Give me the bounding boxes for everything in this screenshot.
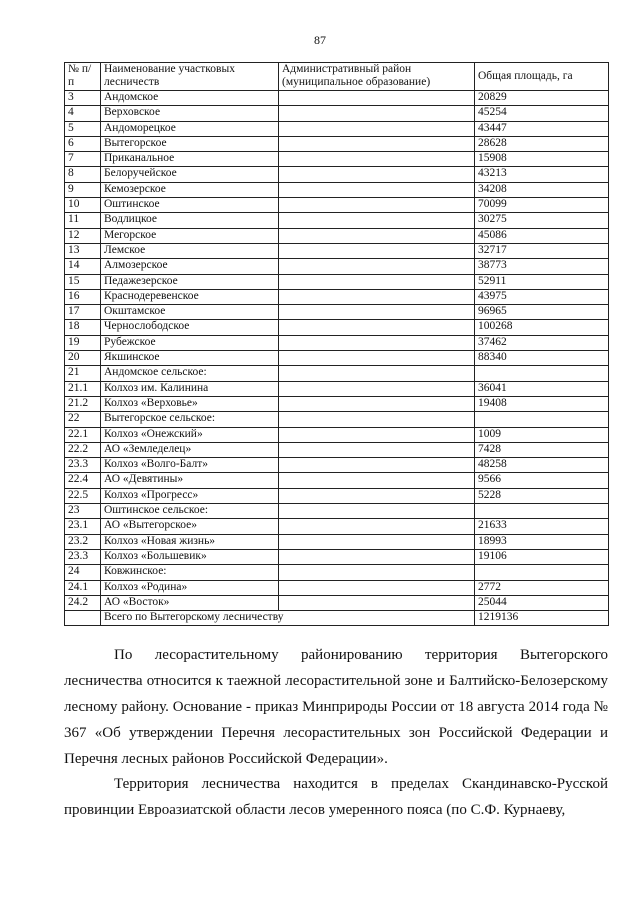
- row-num: 7: [65, 152, 101, 167]
- row-name: Колхоз им. Калинина: [101, 381, 279, 396]
- paragraph-text: По лесорастительному районированию территория Вытегорского лесничества относится к таежной лесорастительной зоне и Балтийско-Белозерскому лесному району. Основание - приказ Минприроды России от 18 августа 2014 года № 367 «Об утверждении Перечня лесорастительных зон Российской Федерации и Перечня лесных районов Российской Федерации».: [64, 647, 608, 767]
- row-num: 20: [65, 351, 101, 366]
- total-label: Всего по Вытегорскому лесничеству: [101, 611, 475, 626]
- row-name: Андоморецкое: [101, 121, 279, 136]
- row-district: [279, 519, 475, 534]
- row-district: [279, 335, 475, 350]
- header-name: Наименование участковых лесничеств: [101, 63, 279, 91]
- table-row: [65, 136, 609, 151]
- forestry-table: [64, 62, 609, 626]
- row-num: 19: [65, 335, 101, 350]
- row-district: [279, 243, 475, 258]
- row-num: 21.1: [65, 381, 101, 396]
- row-name: Краснодеревенское: [101, 289, 279, 304]
- row-name: Колхоз «Новая жизнь»: [101, 534, 279, 549]
- table-row: [65, 243, 609, 258]
- row-num: 8: [65, 167, 101, 182]
- table-row: [65, 335, 609, 350]
- row-name: Колхоз «Прогресс»: [101, 488, 279, 503]
- row-num: 9: [65, 182, 101, 197]
- row-area: 48258: [475, 458, 609, 473]
- total-num-empty: [65, 611, 101, 626]
- row-district: [279, 351, 475, 366]
- row-district: [279, 549, 475, 564]
- row-area: 43975: [475, 289, 609, 304]
- table-row: [65, 152, 609, 167]
- table-row: [65, 106, 609, 121]
- row-district: [279, 442, 475, 457]
- row-name: Колхоз «Родина»: [101, 580, 279, 595]
- row-area: [475, 504, 609, 519]
- row-area: 70099: [475, 198, 609, 213]
- row-area: 43447: [475, 121, 609, 136]
- row-district: [279, 580, 475, 595]
- row-num: 24.1: [65, 580, 101, 595]
- row-name: Колхоз «Верховье»: [101, 396, 279, 411]
- row-district: [279, 259, 475, 274]
- row-district: [279, 381, 475, 396]
- row-name: Лемское: [101, 243, 279, 258]
- row-name: Андомское сельское:: [101, 366, 279, 381]
- table-row: [65, 167, 609, 182]
- row-name: Ковжинское:: [101, 565, 279, 580]
- row-num: 13: [65, 243, 101, 258]
- row-num: 21.2: [65, 396, 101, 411]
- row-num: 6: [65, 136, 101, 151]
- row-area: 34208: [475, 182, 609, 197]
- row-area: [475, 366, 609, 381]
- row-district: [279, 152, 475, 167]
- row-area: 20829: [475, 91, 609, 106]
- row-name: Белоручейское: [101, 167, 279, 182]
- row-district: [279, 121, 475, 136]
- table-row: [65, 320, 609, 335]
- header-num: № п/п: [65, 63, 101, 91]
- row-district: [279, 228, 475, 243]
- row-num: 23.1: [65, 519, 101, 534]
- row-area: 43213: [475, 167, 609, 182]
- row-name: Оштинское: [101, 198, 279, 213]
- row-area: 7428: [475, 442, 609, 457]
- row-area: 45086: [475, 228, 609, 243]
- row-num: 23.3: [65, 549, 101, 564]
- table-row: [65, 274, 609, 289]
- row-num: 22.2: [65, 442, 101, 457]
- row-district: [279, 473, 475, 488]
- row-name: Оштинское сельское:: [101, 504, 279, 519]
- row-district: [279, 136, 475, 151]
- row-area: 37462: [475, 335, 609, 350]
- row-area: 88340: [475, 351, 609, 366]
- table-row: [65, 549, 609, 564]
- row-area: 32717: [475, 243, 609, 258]
- row-num: 12: [65, 228, 101, 243]
- table-row: [65, 228, 609, 243]
- row-name: Алмозерское: [101, 259, 279, 274]
- row-name: АО «Земледелец»: [101, 442, 279, 457]
- table-row: [65, 595, 609, 610]
- table-row: [65, 534, 609, 549]
- header-area: Общая площадь, га: [475, 63, 609, 91]
- row-district: [279, 427, 475, 442]
- row-name: АО «Вытегорское»: [101, 519, 279, 534]
- table-row: [65, 259, 609, 274]
- table-row: [65, 580, 609, 595]
- table-row: [65, 213, 609, 228]
- row-district: [279, 458, 475, 473]
- table-row: [65, 91, 609, 106]
- table-row: [65, 427, 609, 442]
- row-name: Колхоз «Волго-Балт»: [101, 458, 279, 473]
- row-district: [279, 565, 475, 580]
- row-district: [279, 198, 475, 213]
- row-district: [279, 305, 475, 320]
- table-row: [65, 351, 609, 366]
- row-district: [279, 274, 475, 289]
- row-name: Педажезерское: [101, 274, 279, 289]
- row-area: 100268: [475, 320, 609, 335]
- total-row: [65, 611, 609, 626]
- row-district: [279, 182, 475, 197]
- row-area: 2772: [475, 580, 609, 595]
- row-area: [475, 412, 609, 427]
- row-area: 15908: [475, 152, 609, 167]
- row-area: 36041: [475, 381, 609, 396]
- row-num: 16: [65, 289, 101, 304]
- row-area: 1009: [475, 427, 609, 442]
- table-body: [65, 91, 609, 626]
- row-district: [279, 167, 475, 182]
- row-num: 24.2: [65, 595, 101, 610]
- row-num: 23.2: [65, 534, 101, 549]
- row-area: 21633: [475, 519, 609, 534]
- table-row: [65, 473, 609, 488]
- row-num: 23.3: [65, 458, 101, 473]
- row-district: [279, 213, 475, 228]
- row-area: 52911: [475, 274, 609, 289]
- table-row: [65, 442, 609, 457]
- paragraph-zoning: [64, 642, 608, 772]
- row-area: 18993: [475, 534, 609, 549]
- row-area: 9566: [475, 473, 609, 488]
- row-name: Колхоз «Онежский»: [101, 427, 279, 442]
- row-district: [279, 91, 475, 106]
- row-name: Колхоз «Большевик»: [101, 549, 279, 564]
- row-name: АО «Девятины»: [101, 473, 279, 488]
- row-area: [475, 565, 609, 580]
- paragraph-text: Территория лесничества находится в пределах Скандинавско-Русской провинции Евроазиатской области лесов умеренного пояса (по С.Ф. Курнаеву,: [64, 776, 608, 818]
- row-name: Приканальное: [101, 152, 279, 167]
- row-name: Верховское: [101, 106, 279, 121]
- row-area: 38773: [475, 259, 609, 274]
- row-name: Рубежское: [101, 335, 279, 350]
- table-row: [65, 458, 609, 473]
- row-num: 10: [65, 198, 101, 213]
- row-area: 30275: [475, 213, 609, 228]
- row-area: 19106: [475, 549, 609, 564]
- table-row: [65, 504, 609, 519]
- row-name: Чернослободское: [101, 320, 279, 335]
- table-row: [65, 488, 609, 503]
- row-area: 45254: [475, 106, 609, 121]
- row-name: Мегорское: [101, 228, 279, 243]
- table-row: [65, 565, 609, 580]
- row-district: [279, 534, 475, 549]
- row-district: [279, 289, 475, 304]
- table-row: [65, 396, 609, 411]
- row-area: 19408: [475, 396, 609, 411]
- row-name: Кемозерское: [101, 182, 279, 197]
- header-district: Административный район (муниципальное образование): [279, 63, 475, 91]
- row-name: Якшинское: [101, 351, 279, 366]
- row-district: [279, 366, 475, 381]
- row-num: 18: [65, 320, 101, 335]
- table-row: [65, 121, 609, 136]
- row-num: 21: [65, 366, 101, 381]
- row-name: Вытегорское: [101, 136, 279, 151]
- row-district: [279, 412, 475, 427]
- row-name: Андомское: [101, 91, 279, 106]
- table-row: [65, 366, 609, 381]
- row-num: 3: [65, 91, 101, 106]
- row-num: 22.4: [65, 473, 101, 488]
- row-num: 22: [65, 412, 101, 427]
- row-area: 5228: [475, 488, 609, 503]
- table-row: [65, 519, 609, 534]
- row-num: 22.1: [65, 427, 101, 442]
- row-name: Вытегорское сельское:: [101, 412, 279, 427]
- row-name: АО «Восток»: [101, 595, 279, 610]
- row-area: 28628: [475, 136, 609, 151]
- table-row: [65, 289, 609, 304]
- row-num: 5: [65, 121, 101, 136]
- row-district: [279, 488, 475, 503]
- paragraph-territory: [64, 771, 608, 823]
- row-area: 96965: [475, 305, 609, 320]
- table-row: [65, 412, 609, 427]
- row-area: 25044: [475, 595, 609, 610]
- row-name: Окштамское: [101, 305, 279, 320]
- row-district: [279, 396, 475, 411]
- total-area: 1219136: [475, 611, 609, 626]
- row-num: 24: [65, 565, 101, 580]
- table-row: [65, 305, 609, 320]
- table-row: [65, 381, 609, 396]
- table-row: [65, 198, 609, 213]
- table-row: [65, 182, 609, 197]
- row-name: Водлицкое: [101, 213, 279, 228]
- row-district: [279, 504, 475, 519]
- row-district: [279, 320, 475, 335]
- row-num: 4: [65, 106, 101, 121]
- row-district: [279, 106, 475, 121]
- row-num: 22.5: [65, 488, 101, 503]
- row-num: 11: [65, 213, 101, 228]
- page-number: 87: [314, 33, 326, 47]
- row-district: [279, 595, 475, 610]
- row-num: 15: [65, 274, 101, 289]
- row-num: 17: [65, 305, 101, 320]
- row-num: 14: [65, 259, 101, 274]
- table-header-row: [65, 63, 609, 91]
- row-num: 23: [65, 504, 101, 519]
